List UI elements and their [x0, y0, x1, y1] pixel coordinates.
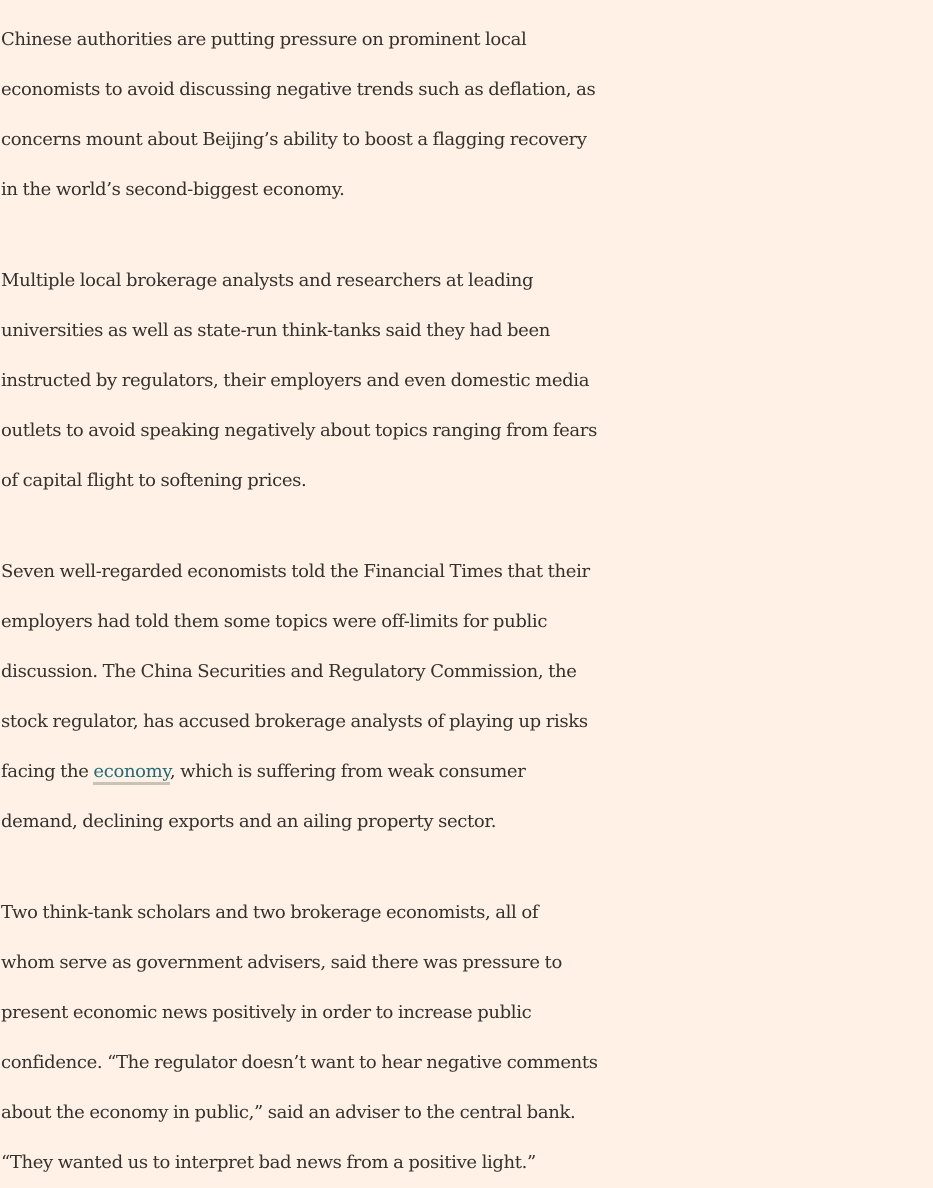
text-line: stock regulator, has accused brokerage analysts of playing up risks — [1, 711, 588, 732]
text-line: universities as well as state-run think-tanks said they had been — [1, 320, 551, 341]
text-line: present economic news positively in order to increase public — [1, 1002, 532, 1023]
text-line: confidence. “The regulator doesn’t want to hear negative comments — [1, 1052, 598, 1073]
paragraph-2 — [1, 256, 933, 506]
text-after-link: , which is suffering from weak consumer — [169, 761, 526, 782]
paragraph-3 — [1, 547, 933, 847]
text-line: instructed by regulators, their employers and even domestic media — [1, 370, 590, 391]
text-line: Seven well-regarded economists told the Financial Times that their — [1, 561, 590, 582]
text-line: whom serve as government advisers, said there was pressure to — [1, 952, 562, 973]
text-line-with-link — [1, 747, 933, 797]
text-line: employers had told them some topics were off-limits for public — [1, 611, 548, 632]
text-before-link: facing the — [1, 761, 94, 782]
text-line: outlets to avoid speaking negatively about topics ranging from fears — [1, 420, 597, 441]
paragraph-1 — [1, 15, 933, 215]
economy-link[interactable]: economy — [93, 761, 169, 785]
text-line: Chinese authorities are putting pressure on prominent local — [1, 29, 527, 50]
text-line: of capital flight to softening prices. — [1, 470, 307, 491]
text-line: economists to avoid discussing negative trends such as deflation, as — [1, 79, 596, 100]
text-line: Multiple local brokerage analysts and researchers at leading — [1, 270, 534, 291]
text-line: Two think-tank scholars and two brokerage economists, all of — [1, 902, 539, 923]
text-line: about the economy in public,” said an adviser to the central bank. — [1, 1102, 576, 1123]
text-line: concerns mount about Beijing’s ability to boost a flagging recovery — [1, 129, 587, 150]
text-line: in the world’s second-biggest economy. — [1, 179, 345, 200]
text-line: discussion. The China Securities and Regulatory Commission, the — [1, 661, 577, 682]
paragraph-4 — [1, 888, 933, 1188]
text-line: demand, declining exports and an ailing property sector. — [1, 811, 497, 832]
text-line: “They wanted us to interpret bad news from a positive light.” — [1, 1152, 536, 1173]
article-body — [1, 15, 933, 1188]
